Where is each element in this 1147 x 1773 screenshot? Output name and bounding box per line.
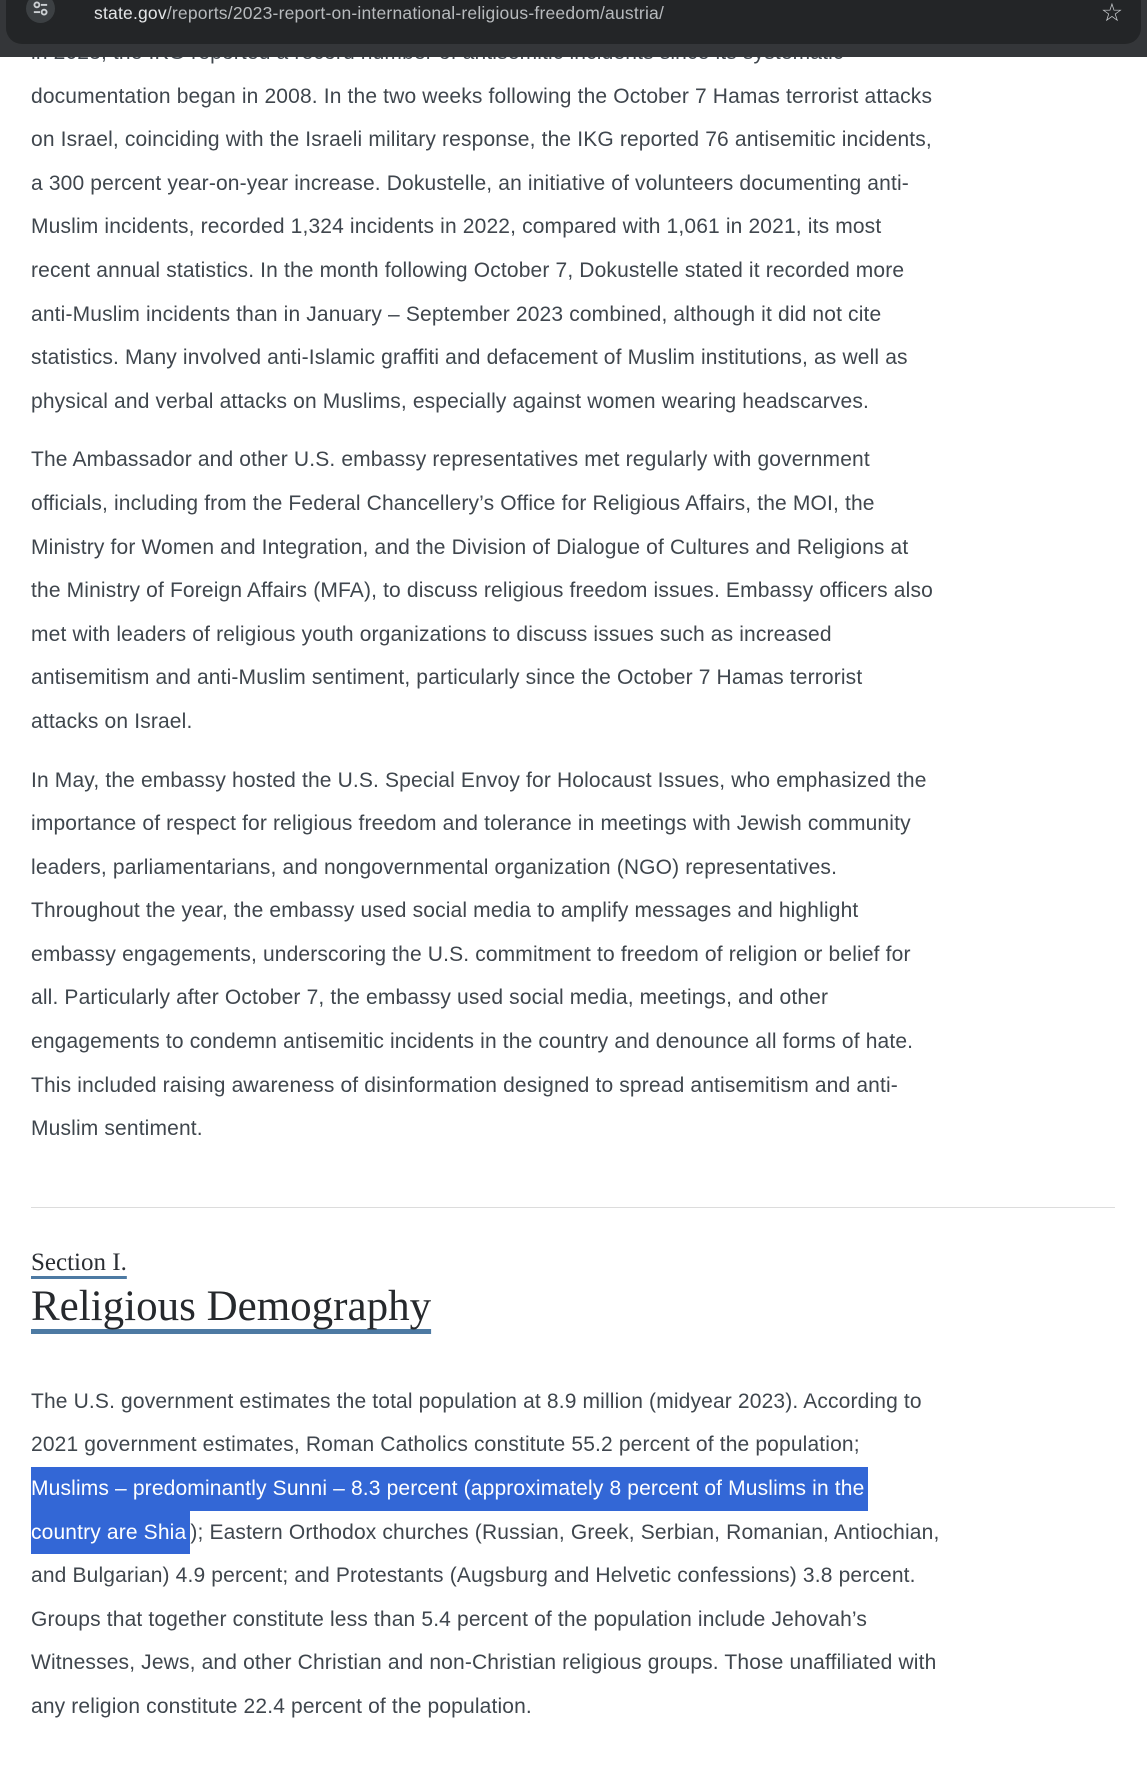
text-line xyxy=(31,526,1115,570)
text-segment: attacks on Israel. xyxy=(31,709,193,733)
text-line xyxy=(31,249,1115,293)
section-heading-link[interactable]: Religious Demography xyxy=(31,1282,432,1330)
text-line xyxy=(31,1511,1115,1555)
section-divider xyxy=(31,1207,1115,1208)
text-segment: met with leaders of religious youth organizations to discuss issues such as increased xyxy=(31,622,832,646)
url-path: /reports/2023-report-on-international-religious-freedom/austria/ xyxy=(166,3,665,23)
text-segment: anti-Muslim incidents than in January – September 2023 combined, although it did not cite xyxy=(31,302,882,326)
text-line xyxy=(31,1685,1115,1729)
text-line xyxy=(31,976,1115,1020)
text-segment: officials, including from the Federal Chancellery’s Office for Religious Affairs, the MOI, the xyxy=(31,491,875,515)
text-line xyxy=(31,205,1115,249)
text-line xyxy=(31,1641,1115,1685)
url-bar[interactable] xyxy=(6,0,1141,44)
text-segment: Throughout the year, the embassy used social media to amplify messages and highlight xyxy=(31,899,859,923)
text-segment: Muslim sentiment. xyxy=(31,1117,203,1141)
bookmark-star-icon[interactable]: ☆ xyxy=(1100,0,1124,27)
article-body xyxy=(31,31,1115,1151)
text-line xyxy=(31,438,1115,482)
text-segment: any religion constitute 22.4 percent of the population. xyxy=(31,1695,532,1718)
text-line xyxy=(31,162,1115,206)
section-heading xyxy=(31,1281,1115,1333)
text-line xyxy=(31,933,1115,977)
text-line xyxy=(31,569,1115,613)
text-segment: antisemitism and anti-Muslim sentiment, particularly since the October 7 Hamas terrorist xyxy=(31,666,863,690)
text-line xyxy=(31,889,1115,933)
text-segment: engagements to condemn antisemitic incidents in the country and denounce all forms of hate. xyxy=(31,1030,914,1054)
text-line xyxy=(31,656,1115,700)
text-segment: In May, the embassy hosted the U.S. Special Envoy for Holocaust Issues, who emphasized the xyxy=(31,768,927,792)
text-segment: on Israel, coinciding with the Israeli military response, the IKG reported 76 antisemitic incidents, xyxy=(31,128,932,152)
text-line xyxy=(31,759,1115,803)
text-line xyxy=(31,1467,1115,1511)
text-segment: leaders, parliamentarians, and nongovernmental organization (NGO) representatives. xyxy=(31,855,838,879)
url-text[interactable] xyxy=(94,0,664,26)
text-segment: documentation began in 2008. In the two weeks following the October 7 Hamas terrorist attacks xyxy=(31,84,933,108)
text-segment: Witnesses, Jews, and other Christian and non-Christian religious groups. Those unaffiliated with xyxy=(31,1651,937,1675)
selected-text: country are Shia xyxy=(31,1511,190,1555)
section-label-link[interactable]: Section I. xyxy=(31,1248,127,1276)
text-line xyxy=(31,75,1115,119)
site-info-button[interactable] xyxy=(26,0,55,23)
paragraph-demography xyxy=(31,1380,1115,1729)
text-line xyxy=(31,1107,1115,1151)
text-segment: The Ambassador and other U.S. embassy representatives met regularly with government xyxy=(31,448,870,472)
tune-icon xyxy=(31,0,50,18)
text-segment: This included raising awareness of disinformation designed to spread antisemitism and anti- xyxy=(31,1073,898,1097)
text-segment: recent annual statistics. In the month following October 7, Dokustelle stated it recorded more xyxy=(31,258,905,282)
text-line xyxy=(31,1020,1115,1064)
demography-paragraph-slot xyxy=(31,1380,1115,1729)
text-line xyxy=(31,482,1115,526)
paragraph-ambassador xyxy=(31,438,1115,743)
text-line xyxy=(31,1380,1115,1424)
browser-toolbar xyxy=(0,0,1147,57)
text-line xyxy=(31,336,1115,380)
text-segment: Ministry for Women and Integration, and the Division of Dialogue of Cultures and Religions at xyxy=(31,535,909,559)
text-line xyxy=(31,380,1115,424)
text-segment: The U.S. government estimates the total population at 8.9 million (midyear 2023). According to xyxy=(31,1389,922,1413)
text-segment: embassy engagements, underscoring the U.S. commitment to freedom of religion or belief for xyxy=(31,942,911,966)
text-segment: importance of respect for religious freedom and tolerance in meetings with Jewish community xyxy=(31,812,911,836)
text-segment: statistics. Many involved anti-Islamic graffiti and defacement of Muslim institutions, as well as xyxy=(31,346,908,370)
text-segment: the Ministry of Foreign Affairs (MFA), to discuss religious freedom issues. Embassy officers also xyxy=(31,579,933,603)
text-line xyxy=(31,1554,1115,1598)
text-line xyxy=(31,700,1115,744)
text-line xyxy=(31,1423,1115,1467)
text-line xyxy=(31,846,1115,890)
selected-text: Muslims – predominantly Sunni – 8.3 percent (approximately 8 percent of Muslims in the xyxy=(31,1467,868,1511)
text-line xyxy=(31,293,1115,337)
text-line xyxy=(31,1064,1115,1108)
paragraph-embassy xyxy=(31,759,1115,1151)
text-line xyxy=(31,1598,1115,1642)
url-domain: state.gov xyxy=(94,3,167,23)
text-line xyxy=(31,613,1115,657)
text-segment: ); Eastern Orthodox churches (Russian, Greek, Serbian, Romanian, Antiochian, xyxy=(190,1520,940,1544)
text-segment: Muslim incidents, recorded 1,324 incidents in 2022, compared with 1,061 in 2021, its most xyxy=(31,215,882,239)
text-line xyxy=(31,802,1115,846)
paragraph-incidents xyxy=(31,31,1115,423)
text-segment: all. Particularly after October 7, the embassy used social media, meetings, and other xyxy=(31,986,829,1010)
text-segment: physical and verbal attacks on Muslims, especially against women wearing headscarves. xyxy=(31,389,869,413)
text-segment: 2021 government estimates, Roman Catholics constitute 55.2 percent of the population; xyxy=(31,1433,860,1457)
text-segment: a 300 percent year-on-year increase. Dokustelle, an initiative of volunteers documenting anti- xyxy=(31,171,909,195)
text-line xyxy=(31,118,1115,162)
text-segment: and Bulgarian) 4.9 percent; and Protestants (Augsburg and Helvetic confessions) 3.8 percent. xyxy=(31,1564,916,1588)
text-segment: Groups that together constitute less than 5.4 percent of the population include Jehovah’s xyxy=(31,1607,868,1631)
